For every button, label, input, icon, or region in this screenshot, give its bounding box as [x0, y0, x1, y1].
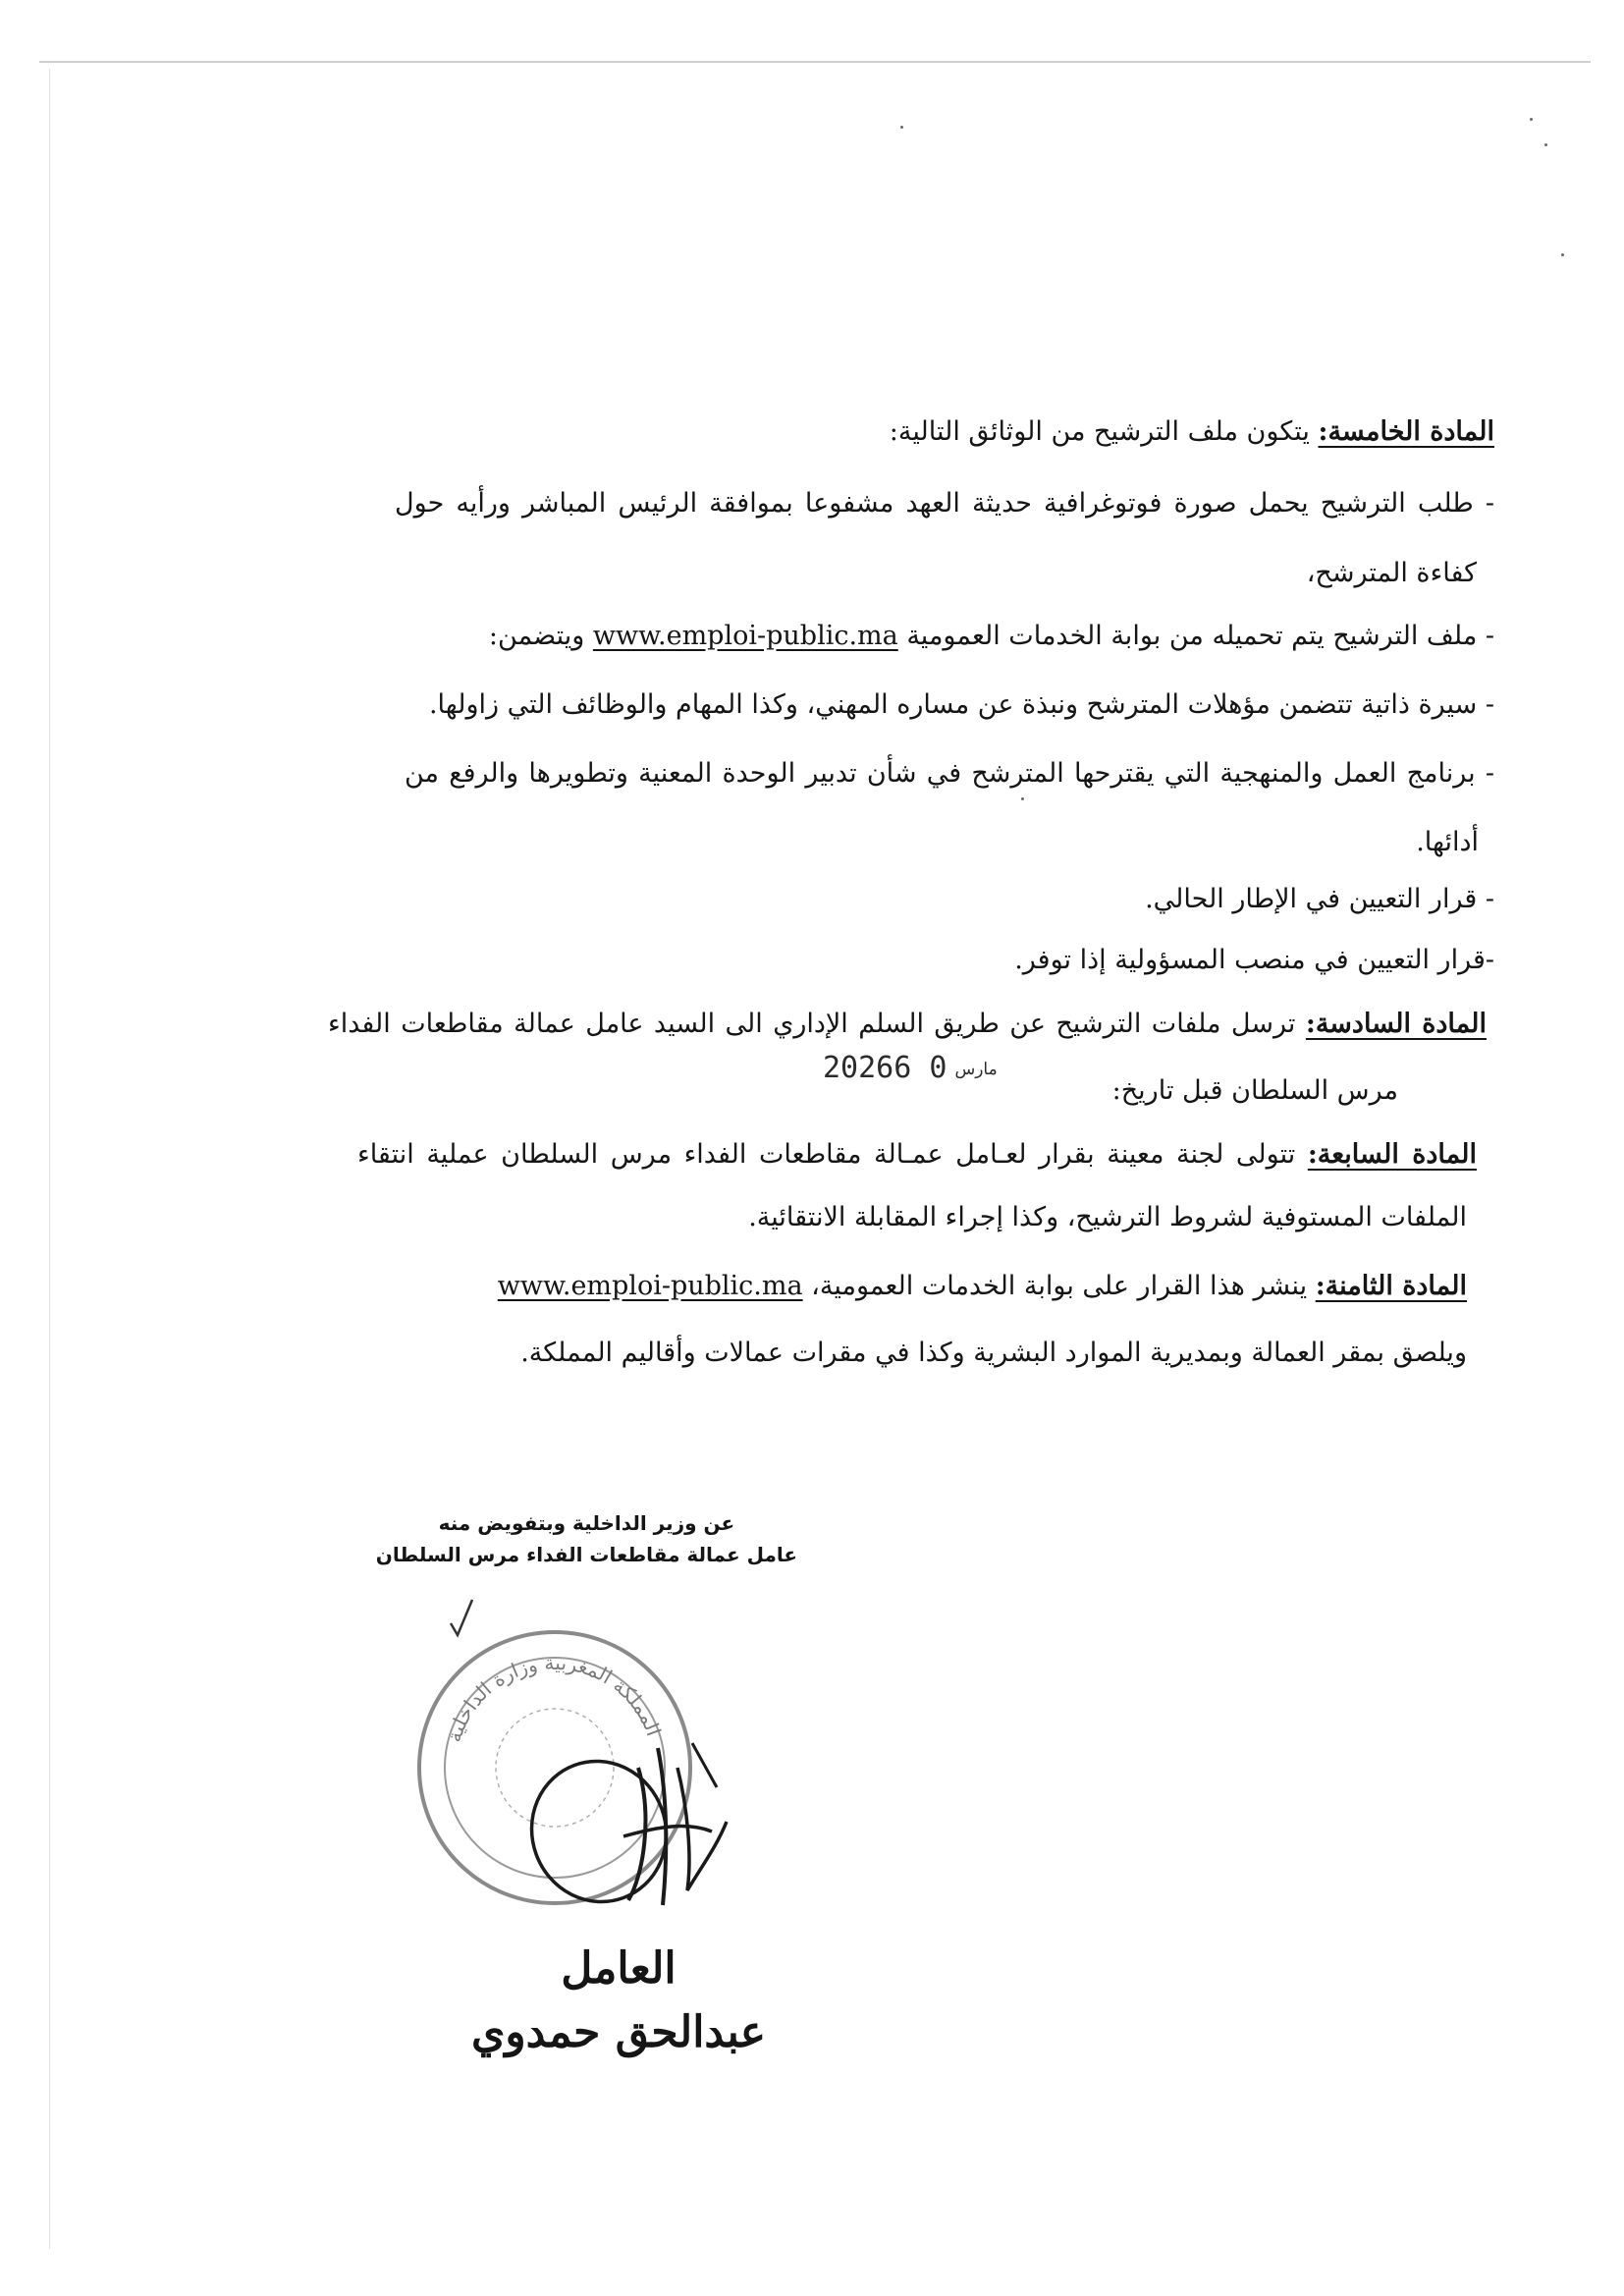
scan-speck: [1530, 118, 1533, 121]
article-7-line-2: الملفات المستوفية لشروط الترشيح، وكذا إجراء المقابلة الانتقائية.: [748, 1202, 1467, 1232]
top-rule: [39, 61, 1591, 63]
article-5-item-3: - سيرة ذاتية تتضمن مؤهلات المترشح ونبذة عن مساره المهني، وكذا المهام والوظائف التي زاولها.: [428, 689, 1494, 720]
article-5-item-4-line-2: أدائها.: [1416, 827, 1479, 857]
article-5-item-1-line-1: - طلب الترشيح يحمل صورة فوتوغرافية حديثة العهد مشفوعا بموافقة الرئيس المباشر ورأيه حول: [395, 488, 1494, 519]
signatory-name: عبدالحق حمدوي: [470, 2007, 767, 2057]
emploi-public-link[interactable]: www.emploi-public.ma: [592, 621, 898, 651]
article-7-line-1-text: تتولى لجنة معينة بقرار لعـامل عمـالة مقاطعات الفداء مرس السلطان عملية انتقاء: [357, 1139, 1308, 1170]
date-day: 0 6: [893, 1051, 947, 1085]
date-month: مارس: [954, 1059, 998, 1079]
scan-speck: [1544, 143, 1547, 146]
scan-speck: [900, 126, 903, 129]
scan-speck: [1021, 797, 1024, 800]
emploi-public-link-2[interactable]: www.emploi-public.ma: [497, 1271, 803, 1301]
scan-speck: [1561, 253, 1564, 256]
delegation-block: [376, 1507, 797, 1570]
date-year: 2026: [823, 1051, 894, 1085]
article-5-intro-text: يتكون ملف الترشيح من الوثائق التالية:: [889, 416, 1319, 447]
article-6-line-1-text: ترسل ملفات الترشيح عن طريق السلم الإداري الى السيد عامل عمالة مقاطعات الفداء: [328, 1009, 1306, 1039]
article-7-line-1: [357, 1137, 1477, 1173]
signatory-title: العامل: [561, 1943, 677, 1994]
delegation-line-1: عن وزير الداخلية وبتفويض منه: [438, 1511, 735, 1535]
article-7-heading: المادة السابعة:: [1307, 1139, 1477, 1170]
article-6-heading: المادة السادسة:: [1305, 1009, 1487, 1039]
article-8-heading: المادة الثامنة:: [1315, 1271, 1467, 1301]
article-8-line-1: [498, 1269, 1467, 1304]
article-8-line-2: ويلصق بمقر العمالة وبمديرية الموارد البشرية وكذا في مقرات عمالات وأقاليم المملكة.: [520, 1338, 1467, 1368]
deadline-date-stamp: [823, 1051, 1005, 1090]
scan-edge: [49, 69, 50, 2249]
delegation-line-2: عامل عمالة مقاطعات الفداء مرس السلطان: [375, 1543, 797, 1566]
article-5-item-6: -قرار التعيين في منصب المسؤولية إذا توفر.: [1014, 945, 1494, 975]
article-5-item-4-line-1: - برنامج العمل والمنهجية التي يقترحها المترشح في شأن تدبير الوحدة المعنية وتطويرها والرفع من: [405, 758, 1494, 789]
article-5-heading: المادة الخامسة:: [1318, 416, 1494, 447]
article-5-item-2-end: ويتضمن:: [488, 621, 593, 651]
article-5-intro: [890, 414, 1494, 450]
article-5-item-5: - قرار التعيين في الإطار الحالي.: [1145, 884, 1494, 914]
article-5-item-2-text: - ملف الترشيح يتم تحميله من بوابة الخدمات العمومية: [897, 621, 1494, 651]
seal-text: المملكة المغربية وزارة الداخلية: [441, 1650, 667, 1745]
article-5-item-1-line-2: كفاءة المترشح،: [1306, 558, 1477, 588]
article-6-line-2: مرس السلطان قبل تاريخ:: [1111, 1075, 1398, 1106]
article-8-line-1-text: ينشر هذا القرار على بوابة الخدمات العمومية،: [802, 1271, 1316, 1301]
article-5-item-2: [489, 619, 1494, 654]
handwritten-signature: [520, 1728, 736, 1915]
article-6-line-1: [328, 1007, 1487, 1042]
